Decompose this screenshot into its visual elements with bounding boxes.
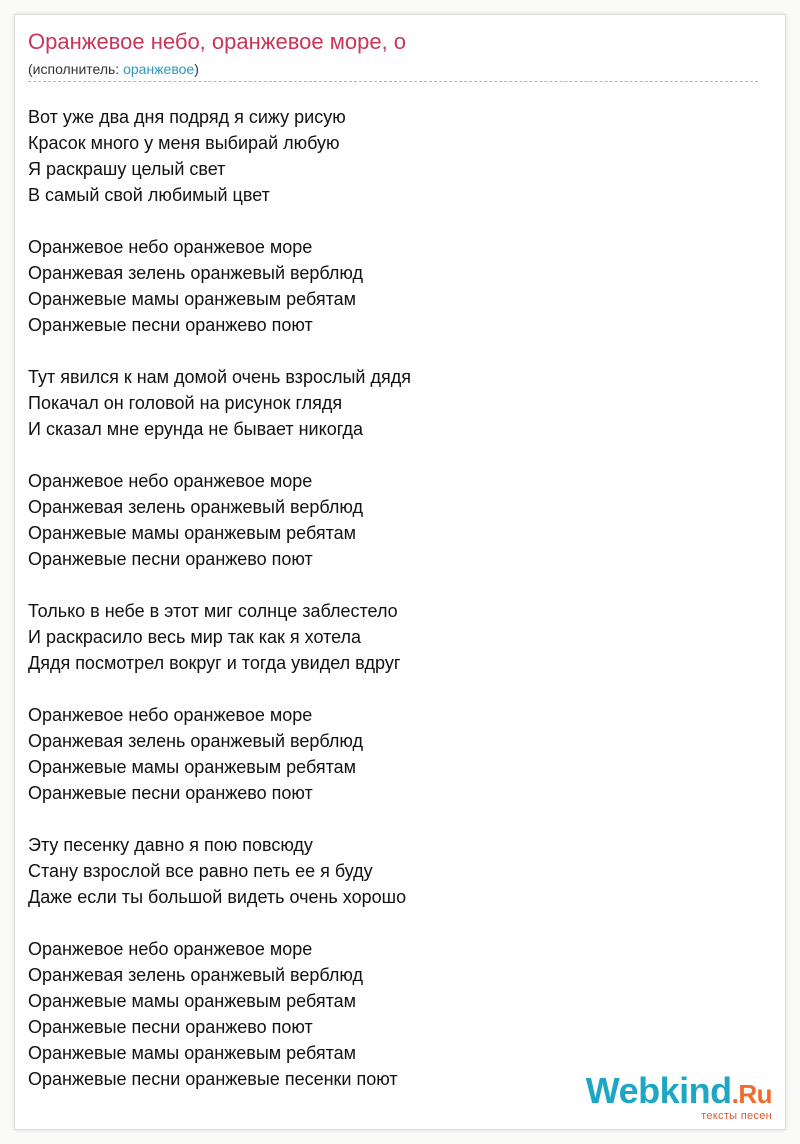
artist-suffix: ): [194, 61, 199, 77]
header-divider: [28, 81, 758, 82]
brand-tagline: тексты песен: [701, 1110, 772, 1122]
lyrics-line: Оранжевые мамы оранжевым ребятам: [28, 1043, 357, 1063]
artist-prefix: (исполнитель:: [28, 61, 124, 77]
brand-tld: .Ru: [731, 1079, 772, 1109]
lyrics-line: Оранжевое небо оранжевое море: [28, 237, 313, 257]
brand-name: Webkind: [585, 1070, 732, 1111]
lyrics-line: Я раскрашу целый свет: [28, 159, 226, 179]
lyrics-stanza: [28, 832, 758, 910]
lyrics-line: Оранжевое небо оранжевое море: [28, 939, 313, 959]
lyrics-line: Оранжевые песни оранжево поют: [28, 1017, 313, 1037]
lyrics-line: Оранжевые мамы оранжевым ребятам: [28, 523, 357, 543]
lyrics-line: Оранжевые песни оранжевые песенки поют: [28, 1069, 398, 1089]
lyrics-line: Оранжевые мамы оранжевым ребятам: [28, 289, 357, 309]
lyrics-stanza: [28, 234, 758, 338]
lyrics-line: Оранжевые песни оранжево поют: [28, 315, 313, 335]
site-brand[interactable]: [585, 1070, 772, 1122]
lyrics-line: И раскрасило весь мир так как я хотела: [28, 627, 362, 647]
lyrics-line: И сказал мне ерунда не бывает никогда: [28, 419, 363, 439]
lyrics-stanza: [28, 936, 758, 1092]
lyrics-line: Оранжевая зелень оранжевый верблюд: [28, 263, 364, 283]
lyrics-stanza: [28, 702, 758, 806]
lyrics-stanza: [28, 598, 758, 676]
lyrics-line: В самый свой любимый цвет: [28, 185, 270, 205]
lyrics-line: Тут явился к нам домой очень взрослый дядя: [28, 367, 411, 387]
lyrics-stanza: [28, 104, 758, 208]
lyrics-line: Красок много у меня выбирай любую: [28, 133, 340, 153]
lyrics-line: Покачал он головой на рисунок глядя: [28, 393, 343, 413]
lyrics-line: Эту песенку давно я пою повсюду: [28, 835, 313, 855]
lyrics-line: Оранжевые мамы оранжевым ребятам: [28, 991, 357, 1011]
lyrics-line: Оранжевая зелень оранжевый верблюд: [28, 731, 364, 751]
lyrics-line: Только в небе в этот миг солнце заблестело: [28, 601, 398, 621]
song-header: [28, 28, 758, 82]
artist-line: [28, 59, 758, 81]
lyrics-stanza: [28, 364, 758, 442]
lyrics-line: Даже если ты большой видеть очень хорошо: [28, 887, 407, 907]
lyrics-line: Стану взрослой все равно петь ее я буду: [28, 861, 373, 881]
lyrics-line: Дядя посмотрел вокруг и тогда увидел вдруг: [28, 653, 401, 673]
lyrics-line: Оранжевые песни оранжево поют: [28, 549, 313, 569]
lyrics-line: Оранжевые песни оранжево поют: [28, 783, 313, 803]
lyrics-line: Оранжевое небо оранжевое море: [28, 705, 313, 725]
lyrics-line: Оранжевое небо оранжевое море: [28, 471, 313, 491]
brand-logo: [585, 1070, 772, 1112]
lyrics-line: Оранжевая зелень оранжевый верблюд: [28, 965, 364, 985]
lyrics-stanza: [28, 468, 758, 572]
artist-link[interactable]: оранжевое: [123, 61, 195, 77]
song-title: Оранжевое небо, оранжевое море, о: [28, 29, 407, 54]
lyrics-line: Оранжевая зелень оранжевый верблюд: [28, 497, 364, 517]
lyrics-line: Оранжевые мамы оранжевым ребятам: [28, 757, 357, 777]
lyrics-line: Вот уже два дня подряд я сижу рисую: [28, 107, 346, 127]
lyrics-body: [28, 104, 758, 1092]
